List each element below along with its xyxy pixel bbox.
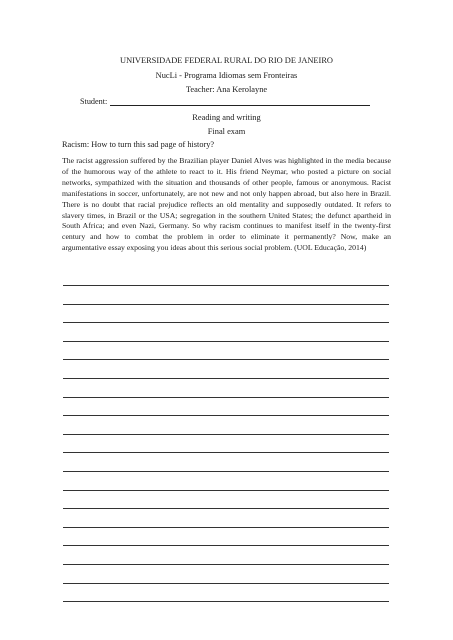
answer-line[interactable] [63,378,389,379]
answer-line[interactable] [63,397,389,398]
exam-type: Final exam [207,127,246,136]
student-name-field[interactable] [110,105,370,106]
answer-line[interactable] [63,564,389,565]
answer-line[interactable] [63,322,389,323]
answer-line[interactable] [63,508,389,509]
student-label: Student: [80,97,108,106]
answer-line[interactable] [63,304,389,305]
essay-prompt: The racist aggression suffered by the Brazilian player Daniel Alves was highlighted in the media because of the humorous way of the athlete to react to it. His friend Neymar, who posted a picture on social networks, sympathized with the situation and thousands of other people, famous or anonymous. Racist manifestations in soccer, unfortunately, are not new and not only happen abroad, but also here in Brazil. There is no doubt that racial prejudice reflects an old mentality and supposedly outdated. It refers to slavery times, in Brazil or the USA; segregation in the southern United States; the defunct apartheid in South Africa; and even Nazi, Germany. So why racism continues to manifest itself in the twenty-first century and how to combat the problem in order to eliminate it permanently? Now, make an argumentative essay exposing you ideas about this serious social problem. (UOL Educação, 2014) [62,156,391,253]
answer-line[interactable] [63,415,389,416]
university-name: UNIVERSIDADE FEDERAL RURAL DO RIO DE JANEIRO [120,56,333,65]
answer-line[interactable] [63,583,389,584]
program-name: NucLi - Programa Idiomas sem Fronteiras [155,71,298,80]
exam-subject: Reading and writing [192,113,261,122]
teacher-name: Teacher: Ana Kerolayne [185,85,268,94]
answer-line[interactable] [63,527,389,528]
answer-line[interactable] [63,471,389,472]
answer-line[interactable] [63,490,389,491]
answer-line[interactable] [63,434,389,435]
answer-line[interactable] [63,452,389,453]
answer-line[interactable] [63,341,389,342]
answer-line[interactable] [63,601,389,602]
answer-line[interactable] [63,285,389,286]
essay-question: Racism: How to turn this sad page of history? [62,140,215,149]
answer-line[interactable] [63,545,389,546]
answer-line[interactable] [63,359,389,360]
